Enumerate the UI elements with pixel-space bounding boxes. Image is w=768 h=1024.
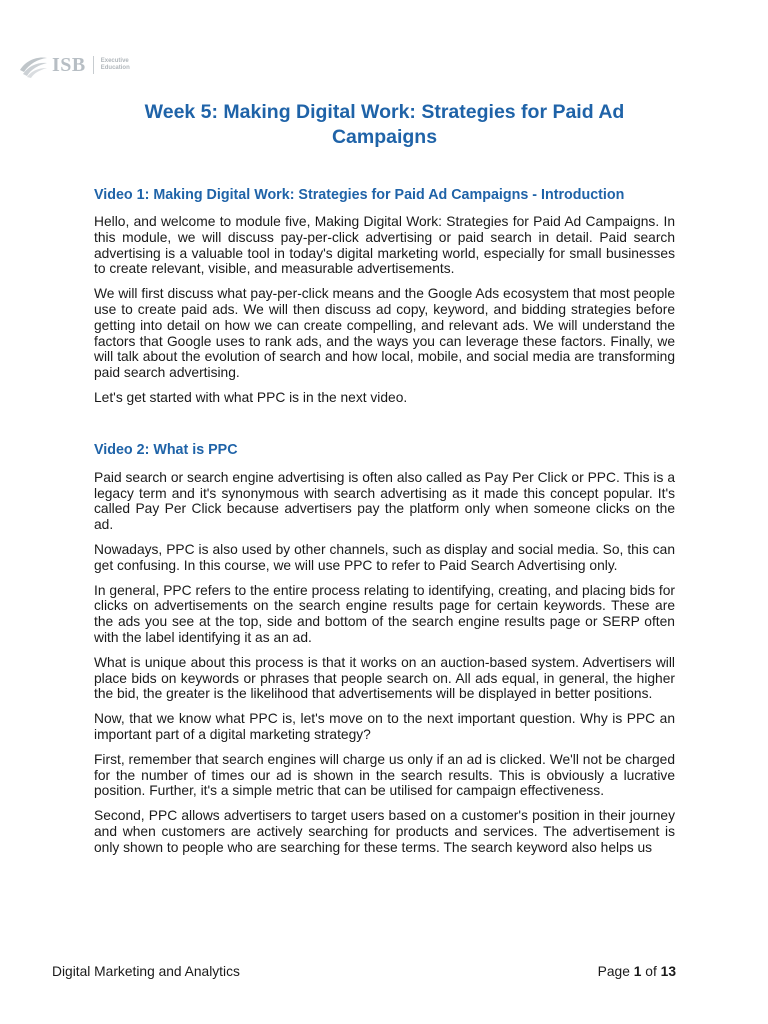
page-number: Page 1 of 13 <box>597 964 676 979</box>
paragraph: In general, PPC refers to the entire process relating to identifying, creating, and placing bids for clicks on advertisements on the search engine results page for certain keywords. These are the ads you see at the top, side and bottom of the search engine results page or SERP often with the label identifying it as an ad. <box>94 582 675 645</box>
paragraph: Nowadays, PPC is also used by other channels, such as display and social media. So, this can get confusing. In this course, we will use PPC to refer to Paid Search Advertising only. <box>94 541 675 573</box>
paragraph: Now, that we know what PPC is, let's move on to the next important question. Why is PPC an important part of a digital marketing strategy? <box>94 711 675 742</box>
paragraph: Paid search or search engine advertising is often also called as Pay Per Click or PPC. This is a legacy term and it's synonymous with search advertising as it made this concept popular. It's called Pay Per Click because advertisers pay the platform only when someone clicks on the ad. <box>94 469 675 533</box>
footer-course-title: Digital Marketing and Analytics <box>52 964 240 979</box>
paragraph: First, remember that search engines will charge us only if an ad is clicked. We'll not be charged for the number of times our ad is shown in the search results. This is obviously a lucrative position. Further, it's a simple metric that can be utilised for campaign effectiveness. <box>94 751 675 799</box>
paragraph: What is unique about this process is that it works on an auction-based system. Advertisers will place bids on keywords or phrases that people search on. All ads equal, in general, the higher the bid, the greater is the likelihood that advertisements will be displayed in better positions. <box>94 654 675 702</box>
isb-swoosh-icon <box>18 52 48 78</box>
logo-subtitle: Executive Education <box>100 58 130 71</box>
paragraph: We will first discuss what pay-per-click means and the Google Ads ecosystem that most people use to create paid ads. We will then discuss ad copy, keyword, and bidding strategies before getting into detail on how we can create compelling, and relevant ads. We will understand the factors that Google uses to rank ads, and the ways you can leverage these factors. Finally, we will talk about the evolution of search and how local, mobile, and social media are transforming paid search advertising. <box>94 286 675 381</box>
section-heading-video-1: Video 1: Making Digital Work: Strategies for Paid Ad Campaigns - Introduction <box>94 187 625 203</box>
paragraph: Hello, and welcome to module five, Making Digital Work: Strategies for Paid Ad Campaigns. In this module, we will discuss pay-per-click advertising or paid search in detail. Paid search advertising is a valuable tool in today's digital marketing world, especially for small businesses to create relevant, visible, and measurable advertisements. <box>94 214 675 277</box>
paragraph: Second, PPC allows advertisers to target users based on a customer's position in their journey and when customers are actively searching for products and services. The advertisement is only shown to people who are searching for these terms. The search keyword also helps us <box>94 808 675 855</box>
page-footer <box>52 964 676 979</box>
logo-divider <box>93 56 94 74</box>
section-heading-video-2: Video 2: What is PPC <box>94 441 238 458</box>
isb-logo <box>18 52 130 78</box>
logo-wordmark: ISB <box>52 53 86 76</box>
paragraph: Let's get started with what PPC is in the next video. <box>94 389 408 405</box>
document-body <box>94 100 675 865</box>
page-title: Week 5: Making Digital Work: Strategies for Paid Ad Campaigns <box>144 101 625 148</box>
